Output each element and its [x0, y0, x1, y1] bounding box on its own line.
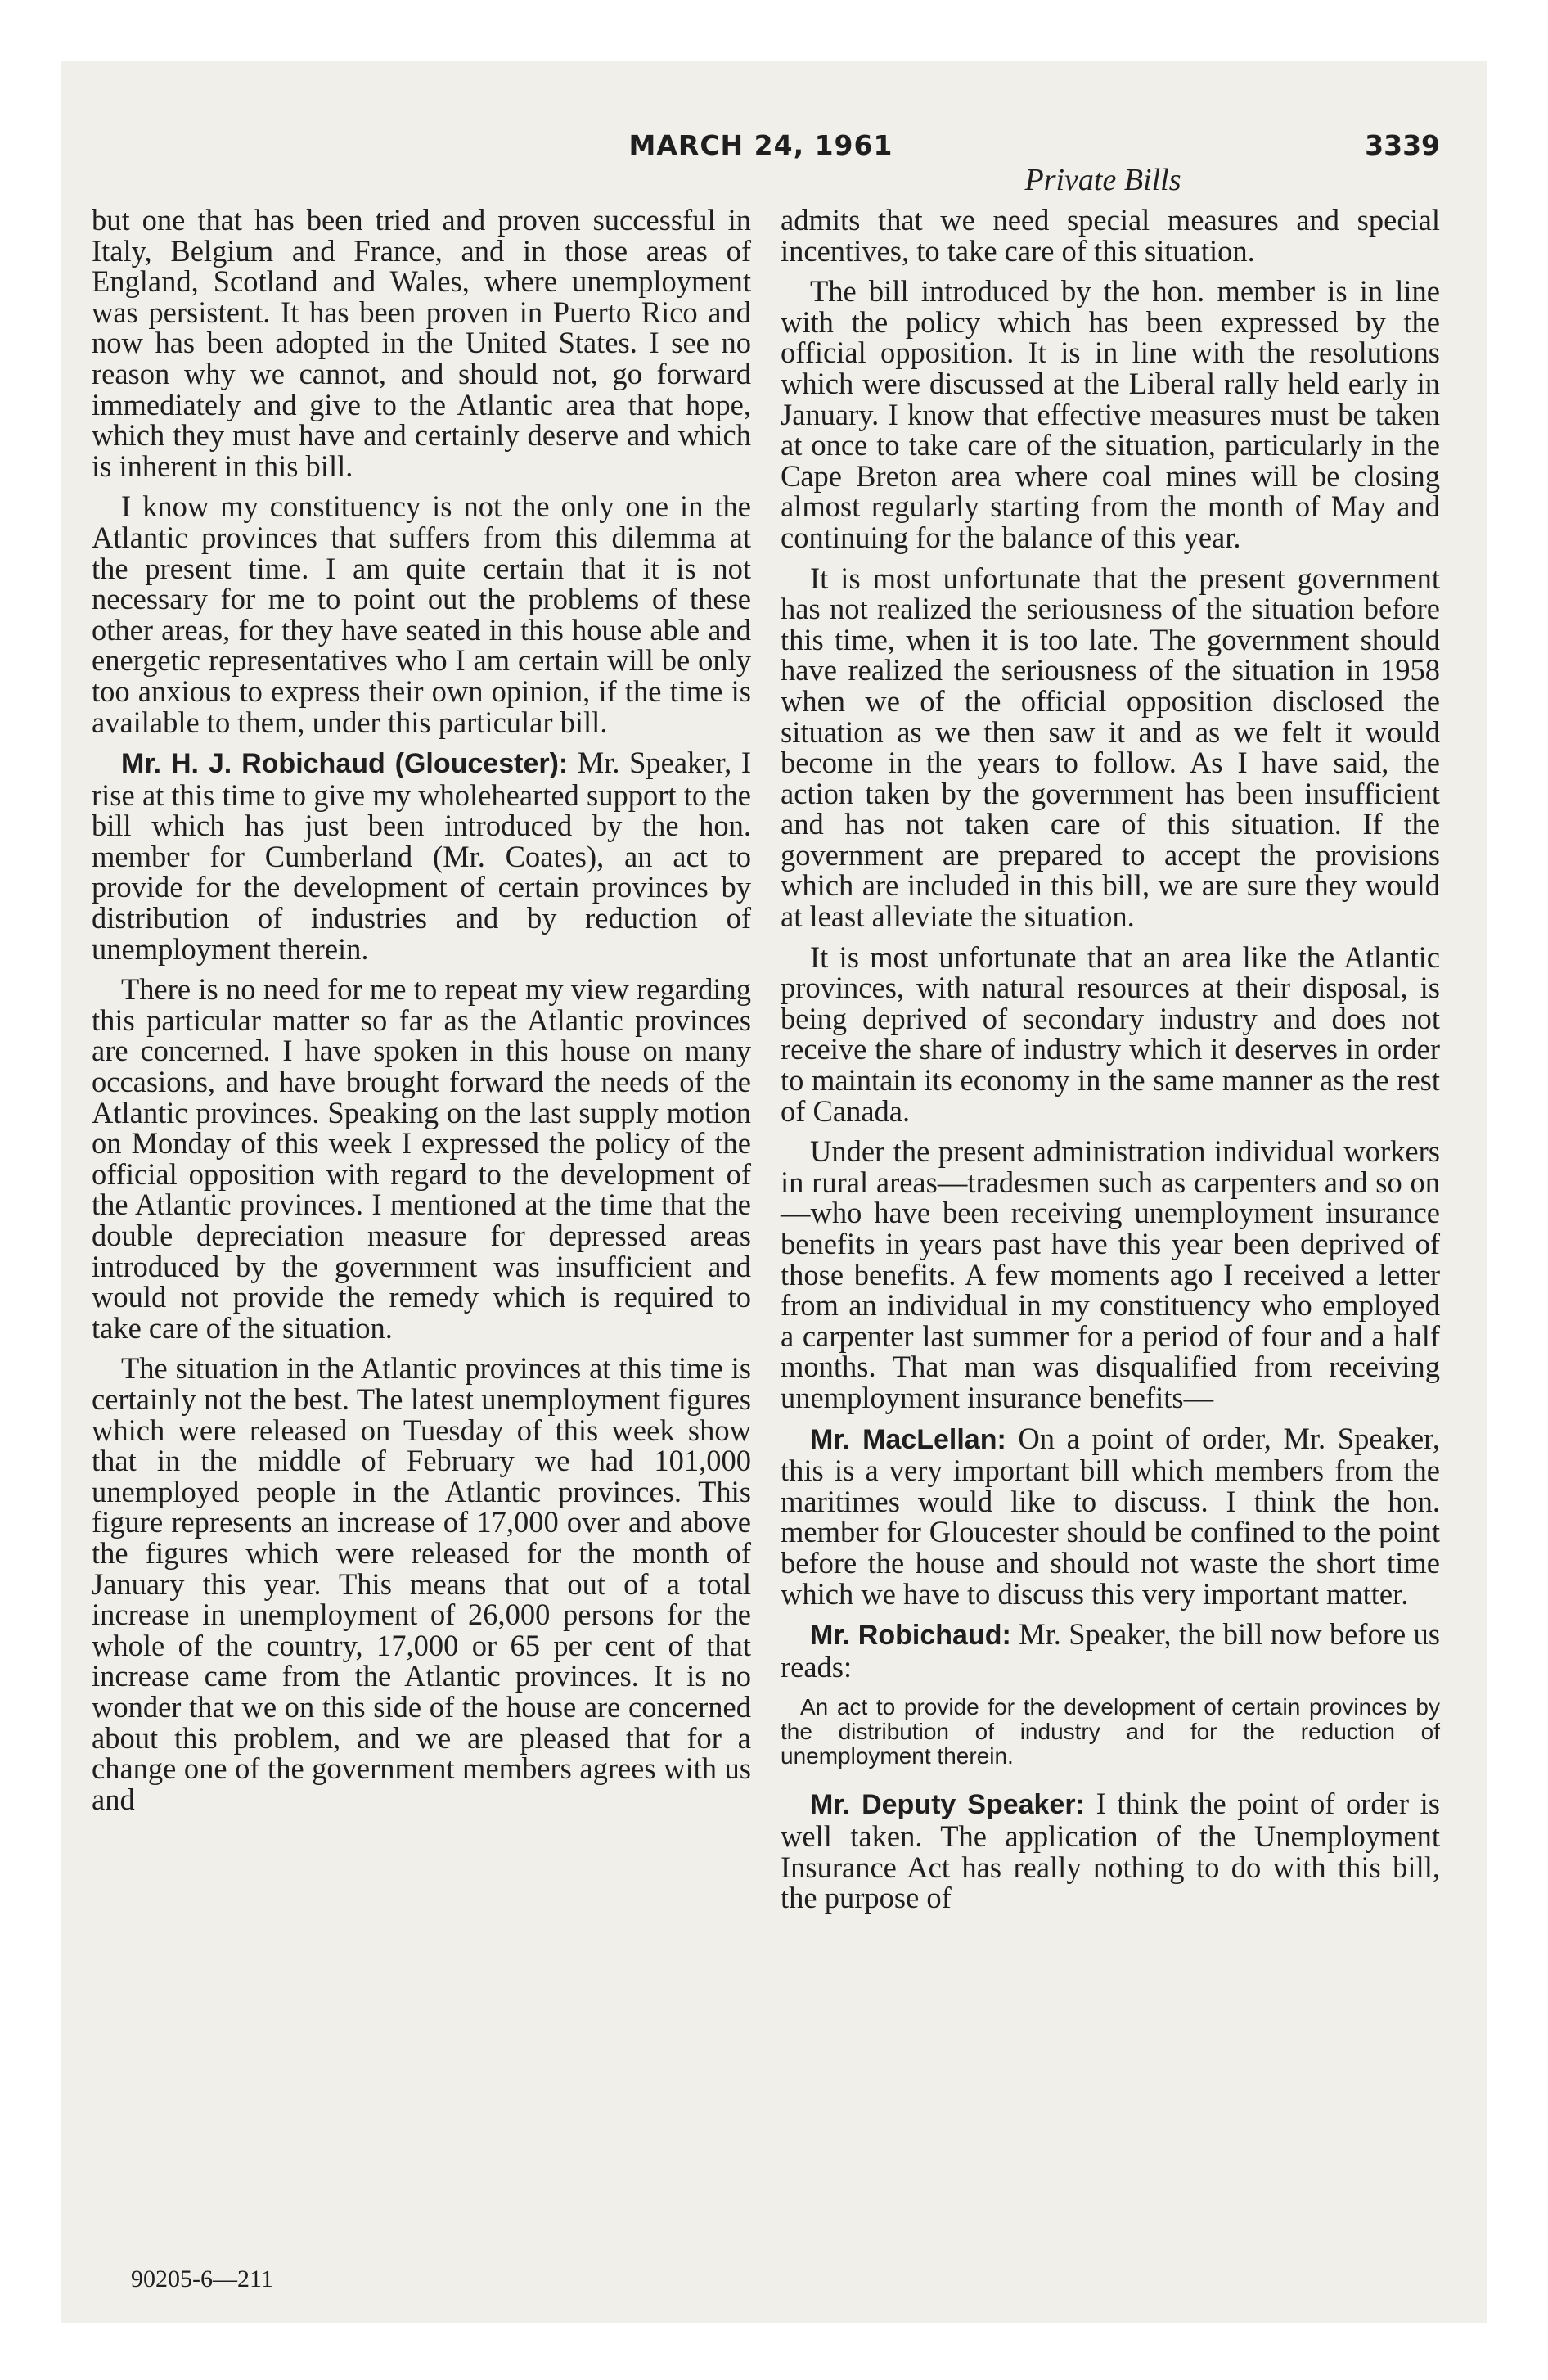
speech-text: I think the point of order is well taken. The application of the Unemployment Insurance Act has really nothing to do with this bill, the purpose of [781, 1787, 1441, 1915]
speaker-name: Mr. H. J. Robichaud (Gloucester): [121, 748, 569, 780]
speaker-name: Mr. Robichaud: [810, 1620, 1011, 1652]
right-column [781, 205, 1440, 1923]
header-date: MARCH 24, 1961 [628, 129, 893, 161]
speech-text: On a point of order, Mr. Speaker, this is a very important bill which members from the maritimes would like to discuss. I think the hon. member for Gloucester should be confined to the point before the house and should not waste the short time which we have to discuss this very important matter. [781, 1421, 1441, 1611]
bill-quote: An act to provide for the development of certain provinces by the distribution of industry and for the reduction of unemployment therein. [781, 1694, 1440, 1769]
page-number: 3339 [1365, 129, 1440, 161]
footer-code: 90205-6—211 [131, 2265, 273, 2292]
speaker-name: Mr. Deputy Speaker: [810, 1789, 1085, 1821]
paragraph: There is no need for me to repeat my view regarding this particular matter so far as the Atlantic provinces are concerned. I have spoken in this house on many occasions, and have brought forward the needs of the Atlantic provinces. Speaking on the last supply motion on Monday of this week I expressed the policy of the official opposition with regard to the development of the Atlantic provinces. I mentioned at the time that the double depreciation measure for depressed areas introduced by the government was insufficient and would not provide the remedy which is required to take care of the situation. [92, 972, 751, 1345]
paragraph: The situation in the Atlantic provinces at this time is certainly not the best. The latest unemployment figures which were released on Tuesday of this week show that in the middle of February we had 101,000 unemployed people in the Atlantic provinces. This figure represents an increase of 17,000 over and above the figures which were released for the month of January this year. This means that out of a total increase in unemployment of 26,000 persons for the whole of the country, 17,000 or 65 per cent of that increase came from the Atlantic provinces. It is no wonder that we on this side of the house are concerned about this problem, and we are pleased that for a change one of the government members agrees with us and [92, 1351, 751, 1816]
paragraph: It is most unfortunate that an area like the Atlantic provinces, with natural resources at their disposal, is being deprived of secondary industry and does not receive the share of industry which it deserves in order to maintain its economy in the same manner as the rest of Canada. [781, 940, 1440, 1128]
paragraph [781, 1423, 1440, 1610]
speaker-name: Mr. MacLellan: [810, 1423, 1006, 1455]
section-subheading: Private Bills [1024, 163, 1181, 197]
paragraph: admits that we need special measures and special incentives, to take care of this situation. [781, 203, 1440, 268]
paragraph: The bill introduced by the hon. member is in line with the policy which has been expressed by the official opposition. It is in line with the resolutions which were discussed at the Liberal rally held early in January. I know that effective measures must be taken at once to take care of the situation, particularly in the Cape Breton area where coal mines will be closing almost regularly starting from the month of May and continuing for the balance of this year. [781, 274, 1440, 554]
paragraph [781, 1619, 1440, 1682]
paragraph [92, 747, 751, 964]
speech-text: Mr. Speaker, the bill now before us reads: [781, 1617, 1441, 1684]
left-column [92, 205, 751, 1824]
paragraph: but one that has been tried and proven successful in Italy, Belgium and France, and in those areas of England, Scotland and Wales, where unemployment was persistent. It has been proven in Puerto Rico and now has been adopted in the United States. I see no reason why we cannot, and should not, go forward immediately and give to the Atlantic area that hope, which they must have and certainly deserve and which is inherent in this bill. [92, 203, 751, 483]
paragraph [781, 1788, 1440, 1913]
paragraph: It is most unfortunate that the present government has not realized the seriousness of the situation before this time, when it is too late. The government should have realized the seriousness of the situation in 1958 when we of the official opposition disclosed the situation as we then saw it and as we felt it would become in the years to follow. As I have said, the action taken by the government has been insufficient and has not taken care of this situation. If the government are prepared to accept the provisions which are included in this bill, we are sure they would at least alleviate the situation. [781, 561, 1440, 934]
paragraph: Under the present administration individual workers in rural areas—tradesmen such as carpenters and so on—who have been receiving unemployment insurance benefits in years past have this year been deprived of those benefits. A few moments ago I received a letter from an individual in my constituency who employed a carpenter last summer for a period of four and a half months. That man was disqualified from receiving unemployment insurance benefits— [781, 1134, 1440, 1414]
speech-text: Mr. Speaker, I rise at this time to give my wholehearted support to the bill which has just been introduced by the hon. member for Cumberland (Mr. Coates), an act to provide for the development of certain provinces by distribution of industries and by reduction of unemployment therein. [92, 746, 751, 966]
paragraph: I know my constituency is not the only one in the Atlantic provinces that suffers from this dilemma at the present time. I am quite certain that it is not necessary for me to point out the problems of these other areas, for they have seated in this house able and energetic representatives who I am certain will be only too anxious to express their own opinion, if the time is available to them, under this particular bill. [92, 489, 751, 739]
